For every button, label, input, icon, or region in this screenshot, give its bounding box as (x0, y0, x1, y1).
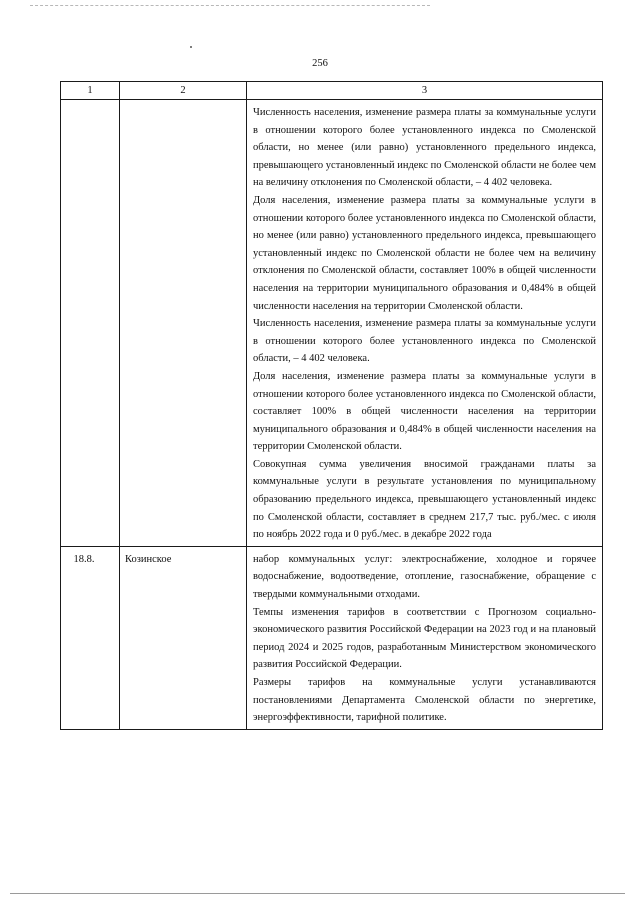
row-description (247, 100, 603, 547)
table-header-row (61, 82, 603, 100)
row-description (247, 546, 603, 729)
paragraph: набор коммунальных услуг: электроснабжение, холодное и горячее водоснабжение, водоотведение, отопление, газоснабжение, обращение с твердыми коммунальными отходами. (253, 553, 596, 601)
document-table (60, 81, 603, 730)
header-col-3: 3 (247, 82, 603, 100)
header-col-2: 2 (120, 82, 247, 100)
municipality-name (120, 100, 247, 547)
row-number: 18.8. (61, 546, 120, 729)
scan-artifact-line (10, 893, 625, 894)
paragraph: Размеры тарифов на коммунальные услуги устанавливаются постановлениями Департамента Смоленской области по энергетике, энергоэффективности, тарифной политике. (253, 677, 596, 724)
paragraph: Численность населения, изменение размера платы за коммунальные услуги в отношении которого более установленного индекса по Смоленской области, но менее (или равно) установленного предельного индекса, превышающего установленный индекс по Смоленской области не более чем на величину отклонения по Смоленской области, – 4 402 человека. (253, 107, 596, 189)
header-col-1: 1 (61, 82, 120, 100)
paragraph: Доля населения, изменение размера платы за коммунальные услуги в отношении которого более установленного индекса по Смоленской области, составляет 100% в общей численности населения на территории муниципального образования и 0,484% в общей численности населения на территории Смоленской области. (253, 370, 596, 453)
municipality-name: Козинское (120, 546, 247, 729)
paragraph: Доля населения, изменение размера платы за коммунальные услуги в отношении которого более установленного индекса по Смоленской области, но менее (или равно) установленного предельного индекса, превышающего установленный индекс по Смоленской области не более чем на величину отклонения по Смоленской области, составляет 100% в общей численности населения на территории муниципального образования и 0,484% в общей численности населения на территории Смоленской области. (253, 194, 596, 312)
paragraph: Численность населения, изменение размера платы за коммунальные услуги в отношении которого более установленного индекса по Смоленской области, – 4 402 человека. (253, 318, 596, 365)
scan-artifact-dot (190, 46, 192, 48)
paragraph: Темпы изменения тарифов в соответствии с Прогнозом социально-экономического развития Российской Федерации на 2023 год и на плановый период 2024 и 2025 годов, разработанным Министерством экономического развития Российской Федерации. (253, 606, 596, 671)
table-row-continued (61, 100, 603, 547)
page-number: 256 (312, 58, 328, 69)
paragraph: Совокупная сумма увеличения вносимой гражданами платы за коммунальные услуги в результате установления по муниципальному образованию предельного индекса, превышающего установленный индекс по Смоленской области, составляет в среднем 217,7 тыс. руб./мес. с июля по ноябрь 2022 года и 0 руб./мес. в декабре 2022 года (253, 458, 596, 541)
table-row-18-8 (61, 546, 603, 729)
row-number (61, 100, 120, 547)
scan-artifact-line (30, 5, 430, 6)
